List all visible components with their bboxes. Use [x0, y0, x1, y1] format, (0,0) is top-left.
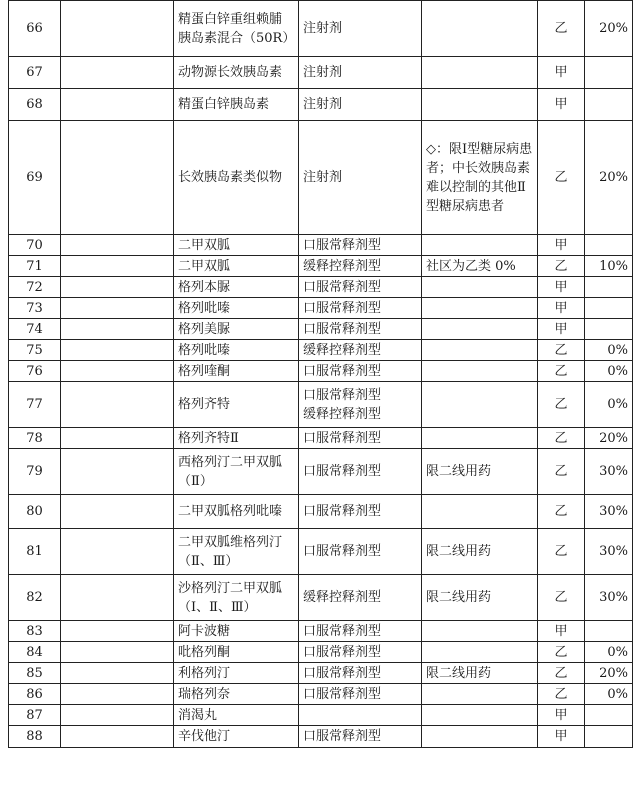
remark-cell [422, 298, 538, 319]
blank-cell [61, 705, 174, 726]
dosage-form-cell [299, 449, 422, 495]
category-cell: 乙 [538, 449, 585, 495]
drug-name-cell: 二甲双胍格列吡嗪 [174, 495, 299, 529]
row-number-cell: 83 [9, 621, 61, 642]
category-cell: 甲 [538, 319, 585, 340]
dosage-form-cell [299, 684, 422, 705]
dosage-form-cell [299, 575, 422, 621]
dosage-form-text: 口服常释剂型 [303, 504, 382, 519]
row-number-cell: 75 [9, 340, 61, 361]
drug-name-cell: 长效胰岛素类似物 [174, 121, 299, 235]
remark-cell [422, 705, 538, 726]
category-cell: 甲 [538, 235, 585, 256]
row-number-cell: 66 [9, 1, 61, 57]
dosage-form-text: 口服常释剂型 [303, 729, 382, 744]
remark-cell: ◇：限Ⅰ型糖尿病患者；中长效胰岛素难以控制的其他Ⅱ型糖尿病患者 [422, 121, 538, 235]
dosage-form-cell [299, 57, 422, 89]
remark-cell: 限二线用药 [422, 575, 538, 621]
category-cell: 乙 [538, 361, 585, 382]
table-row [9, 684, 633, 705]
dosage-form-cell [299, 428, 422, 449]
dosage-form-text: 口服常释剂型 [303, 430, 382, 446]
dosage-form-text: 缓释控释剂型 [303, 590, 382, 605]
table-row [9, 340, 633, 361]
row-number-cell: 81 [9, 529, 61, 575]
remark-cell [422, 340, 538, 361]
remark-cell [422, 495, 538, 529]
category-cell: 乙 [538, 663, 585, 684]
row-number-cell: 82 [9, 575, 61, 621]
drug-name-cell: 沙格列汀二甲双胍（Ⅰ、Ⅱ、Ⅲ） [174, 575, 299, 621]
row-number-cell: 80 [9, 495, 61, 529]
dosage-form-cell [299, 495, 422, 529]
self-pay-ratio-cell: 20% [585, 1, 633, 57]
self-pay-ratio-cell: 20% [585, 121, 633, 235]
dosage-form-text-secondary: 缓释控释剂型 [303, 406, 382, 422]
remark-cell: 限二线用药 [422, 663, 538, 684]
remark-cell [422, 428, 538, 449]
self-pay-ratio-cell: 20% [585, 663, 633, 684]
self-pay-ratio-cell: 30% [585, 529, 633, 575]
drug-table-body [9, 1, 633, 748]
self-pay-ratio-cell: 0% [585, 642, 633, 663]
dosage-form-text: 注射剂 [303, 65, 343, 80]
blank-cell [61, 256, 174, 277]
table-row [9, 319, 633, 340]
self-pay-ratio-cell [585, 621, 633, 642]
drug-name-cell: 格列齐特 [174, 382, 299, 428]
dosage-form-text: 口服常释剂型 [303, 665, 382, 681]
dosage-form-text: 口服常释剂型 [303, 464, 382, 479]
dosage-form-cell [299, 121, 422, 235]
category-cell: 甲 [538, 705, 585, 726]
remark-cell [422, 382, 538, 428]
row-number-cell: 78 [9, 428, 61, 449]
dosage-form-text: 口服常释剂型 [303, 237, 382, 253]
dosage-form-cell [299, 1, 422, 57]
category-cell: 乙 [538, 495, 585, 529]
dosage-form-text: 口服常释剂型 [303, 623, 382, 639]
drug-name-cell: 二甲双胍维格列汀（Ⅱ、Ⅲ） [174, 529, 299, 575]
drug-name-cell: 辛伐他汀 [174, 726, 299, 748]
dosage-form-text: 缓释控释剂型 [303, 342, 382, 358]
dosage-form-cell [299, 705, 422, 726]
category-cell: 甲 [538, 726, 585, 748]
drug-name-cell: 二甲双胍 [174, 235, 299, 256]
blank-cell [61, 495, 174, 529]
table-row [9, 726, 633, 748]
self-pay-ratio-cell: 0% [585, 684, 633, 705]
self-pay-ratio-cell [585, 726, 633, 748]
category-cell: 甲 [538, 57, 585, 89]
remark-cell [422, 621, 538, 642]
remark-cell [422, 57, 538, 89]
drug-name-cell: 格列吡嗪 [174, 340, 299, 361]
remark-cell: 社区为乙类 0% [422, 256, 538, 277]
dosage-form-cell [299, 529, 422, 575]
drug-name-cell: 精蛋白锌胰岛素 [174, 89, 299, 121]
drug-name-cell: 西格列汀二甲双胍（Ⅱ） [174, 449, 299, 495]
table-row [9, 121, 633, 235]
blank-cell [61, 684, 174, 705]
drug-name-cell: 二甲双胍 [174, 256, 299, 277]
self-pay-ratio-cell: 0% [585, 382, 633, 428]
dosage-form-cell [299, 726, 422, 748]
table-row [9, 256, 633, 277]
dosage-form-cell [299, 663, 422, 684]
dosage-form-text: 口服常释剂型 [303, 644, 382, 660]
row-number-cell: 69 [9, 121, 61, 235]
row-number-cell: 88 [9, 726, 61, 748]
row-number-cell: 73 [9, 298, 61, 319]
category-cell: 乙 [538, 256, 585, 277]
self-pay-ratio-cell: 30% [585, 575, 633, 621]
blank-cell [61, 1, 174, 57]
category-cell: 乙 [538, 121, 585, 235]
table-row [9, 621, 633, 642]
row-number-cell: 68 [9, 89, 61, 121]
dosage-form-text: 口服常释剂型 [303, 321, 382, 337]
dosage-form-text: 口服常释剂型 [303, 686, 382, 702]
remark-cell [422, 684, 538, 705]
self-pay-ratio-cell [585, 57, 633, 89]
self-pay-ratio-cell: 10% [585, 256, 633, 277]
blank-cell [61, 277, 174, 298]
dosage-form-text: 口服常释剂型 [303, 279, 382, 295]
row-number-cell: 79 [9, 449, 61, 495]
blank-cell [61, 575, 174, 621]
blank-cell [61, 428, 174, 449]
blank-cell [61, 57, 174, 89]
row-number-cell: 77 [9, 382, 61, 428]
dosage-form-text: 口服常释剂型 [303, 300, 382, 316]
table-row [9, 89, 633, 121]
category-cell: 乙 [538, 428, 585, 449]
dosage-form-cell [299, 235, 422, 256]
row-number-cell: 87 [9, 705, 61, 726]
dosage-form-cell [299, 382, 422, 428]
self-pay-ratio-cell: 30% [585, 449, 633, 495]
blank-cell [61, 89, 174, 121]
table-row [9, 663, 633, 684]
dosage-form-cell [299, 642, 422, 663]
self-pay-ratio-cell [585, 235, 633, 256]
drug-name-cell: 精蛋白锌重组赖脯胰岛素混合（50R） [174, 1, 299, 57]
remark-cell [422, 642, 538, 663]
drug-name-cell: 动物源长效胰岛素 [174, 57, 299, 89]
table-row [9, 361, 633, 382]
blank-cell [61, 663, 174, 684]
drug-name-cell: 利格列汀 [174, 663, 299, 684]
self-pay-ratio-cell [585, 319, 633, 340]
dosage-form-cell [299, 256, 422, 277]
drug-name-cell: 格列齐特Ⅱ [174, 428, 299, 449]
row-number-cell: 85 [9, 663, 61, 684]
category-cell: 乙 [538, 642, 585, 663]
blank-cell [61, 449, 174, 495]
category-cell: 甲 [538, 298, 585, 319]
dosage-form-cell [299, 319, 422, 340]
category-cell: 乙 [538, 1, 585, 57]
row-number-cell: 74 [9, 319, 61, 340]
table-row [9, 57, 633, 89]
table-row [9, 449, 633, 495]
category-cell: 乙 [538, 382, 585, 428]
drug-name-cell: 格列本脲 [174, 277, 299, 298]
self-pay-ratio-cell [585, 277, 633, 298]
row-number-cell: 71 [9, 256, 61, 277]
category-cell: 乙 [538, 684, 585, 705]
blank-cell [61, 121, 174, 235]
category-cell: 乙 [538, 575, 585, 621]
drug-name-cell: 吡格列酮 [174, 642, 299, 663]
self-pay-ratio-cell: 30% [585, 495, 633, 529]
dosage-form-text: 注射剂 [303, 97, 343, 112]
dosage-form-cell [299, 340, 422, 361]
remark-cell [422, 726, 538, 748]
blank-cell [61, 361, 174, 382]
drug-table [8, 0, 633, 748]
category-cell: 甲 [538, 277, 585, 298]
drug-name-cell: 格列喹酮 [174, 361, 299, 382]
row-number-cell: 86 [9, 684, 61, 705]
dosage-form-text: 口服常释剂型 [303, 387, 382, 403]
dosage-form-text: 注射剂 [303, 170, 343, 185]
table-row [9, 705, 633, 726]
remark-cell [422, 1, 538, 57]
row-number-cell: 76 [9, 361, 61, 382]
self-pay-ratio-cell: 20% [585, 428, 633, 449]
self-pay-ratio-cell: 0% [585, 340, 633, 361]
row-number-cell: 72 [9, 277, 61, 298]
dosage-form-text: 缓释控释剂型 [303, 258, 382, 274]
blank-cell [61, 726, 174, 748]
remark-cell [422, 361, 538, 382]
row-number-cell: 84 [9, 642, 61, 663]
remark-cell [422, 277, 538, 298]
table-row [9, 428, 633, 449]
table-row [9, 382, 633, 428]
drug-name-cell: 瑞格列奈 [174, 684, 299, 705]
dosage-form-text: 口服常释剂型 [303, 363, 382, 379]
drug-name-cell: 格列吡嗪 [174, 298, 299, 319]
drug-name-cell: 消渴丸 [174, 705, 299, 726]
remark-cell: 限二线用药 [422, 529, 538, 575]
remark-cell [422, 89, 538, 121]
self-pay-ratio-cell [585, 89, 633, 121]
blank-cell [61, 642, 174, 663]
row-number-cell: 70 [9, 235, 61, 256]
table-row [9, 235, 633, 256]
remark-cell: 限二线用药 [422, 449, 538, 495]
row-number-cell: 67 [9, 57, 61, 89]
drug-name-cell: 阿卡波糖 [174, 621, 299, 642]
category-cell: 甲 [538, 89, 585, 121]
table-row [9, 642, 633, 663]
category-cell: 乙 [538, 529, 585, 575]
category-cell: 乙 [538, 340, 585, 361]
self-pay-ratio-cell [585, 705, 633, 726]
dosage-form-cell [299, 89, 422, 121]
table-row [9, 1, 633, 57]
blank-cell [61, 382, 174, 428]
category-cell: 甲 [538, 621, 585, 642]
drug-name-cell: 格列美脲 [174, 319, 299, 340]
blank-cell [61, 319, 174, 340]
dosage-form-text: 注射剂 [303, 21, 343, 36]
table-row [9, 529, 633, 575]
dosage-form-cell [299, 298, 422, 319]
table-row [9, 495, 633, 529]
table-row [9, 575, 633, 621]
remark-cell [422, 235, 538, 256]
dosage-form-cell [299, 277, 422, 298]
blank-cell [61, 340, 174, 361]
table-row [9, 298, 633, 319]
table-row [9, 277, 633, 298]
blank-cell [61, 621, 174, 642]
dosage-form-text: 口服常释剂型 [303, 544, 382, 559]
dosage-form-cell [299, 621, 422, 642]
self-pay-ratio-cell [585, 298, 633, 319]
self-pay-ratio-cell: 0% [585, 361, 633, 382]
dosage-form-cell [299, 361, 422, 382]
remark-cell [422, 319, 538, 340]
blank-cell [61, 298, 174, 319]
blank-cell [61, 235, 174, 256]
blank-cell [61, 529, 174, 575]
